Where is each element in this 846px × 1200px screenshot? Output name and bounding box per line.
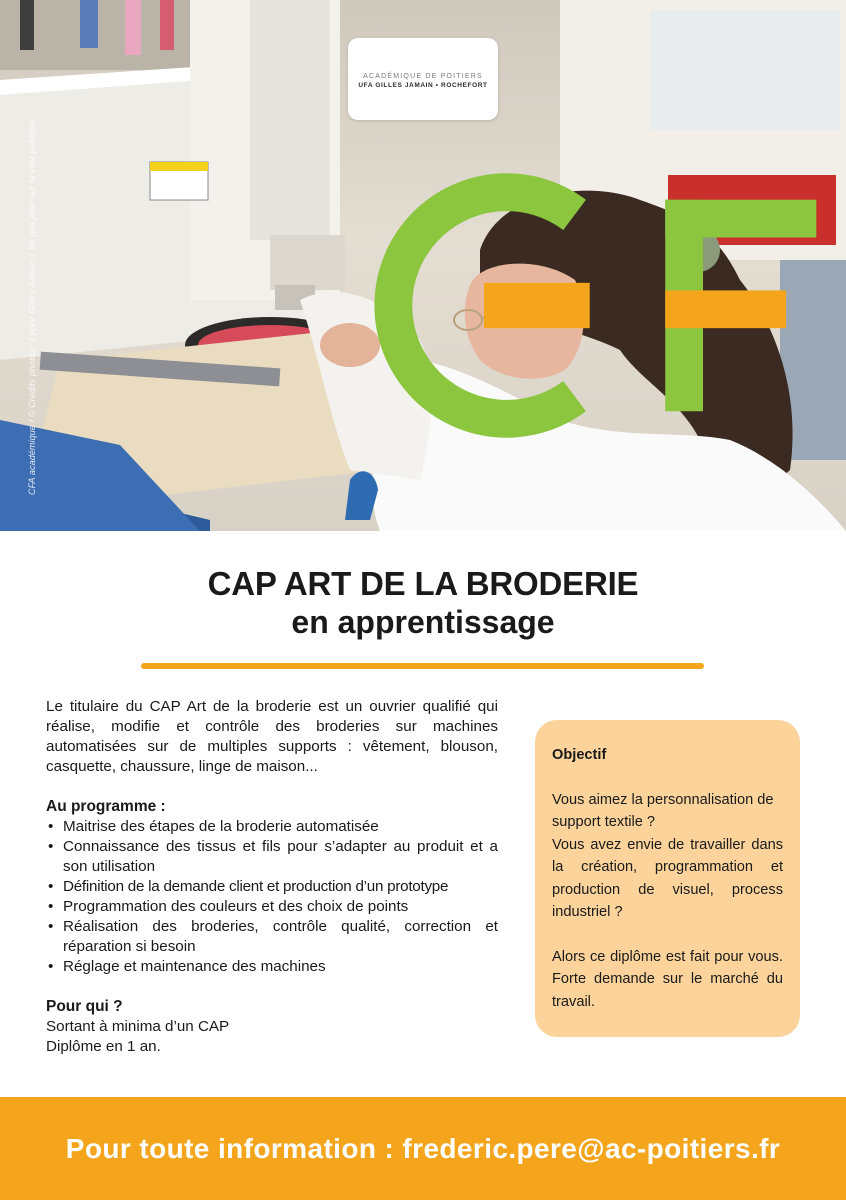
pour-qui-line: Diplôme en 1 an. (46, 1038, 161, 1055)
page-title: CAP ART DE LA BRODERIE (207, 565, 639, 602)
programme-item: • Définition de la demande client et production d’un prototype (46, 877, 498, 897)
programme-item: • Programmation des couleurs et des choix de points (46, 897, 498, 917)
programme-list (46, 817, 498, 977)
objectif-paragraph-3: Alors ce diplôme est fait pour vous. Forte demande sur le marché du travail. (552, 948, 783, 1010)
cfa-logo (348, 38, 498, 120)
programme-item: • Réglage et maintenance des machines (46, 957, 498, 977)
page-subtitle: en apprentissage (291, 604, 555, 640)
programme-item: • Connaissance des tissus et fils pour s’adapter au produit et a son utilisation (46, 837, 498, 877)
cfa-logo-mark-icon (348, 40, 846, 531)
logo-academy-text: ACADÉMIQUE DE POITIERS (363, 73, 483, 80)
programme-item: • Réalisation des broderies, contrôle qualité, correction et réparation si besoin (46, 917, 498, 957)
objectif-paragraph-2: Vous avez envie de travailler dans la création, programmation et production de visuel, process industriel ? (552, 836, 783, 920)
logo-ufa-text: UFA GILLES JAMAIN • ROCHEFORT (358, 82, 488, 89)
objectif-box (535, 720, 800, 1037)
pour-qui-title: Pour qui ? (46, 998, 123, 1015)
paragraph-spacer (552, 924, 783, 946)
programme-title: Au programme : (46, 798, 166, 815)
title-divider (141, 663, 704, 669)
photo-credit: CFA académique / © Crédits photos : Lycée Gilles Jamain / Ne pas jeter sur la voie publique (27, 118, 37, 495)
programme-item: • Maitrise des étapes de la broderie automatisée (46, 817, 498, 837)
intro-paragraph: Le titulaire du CAP Art de la broderie est un ouvrier qualifié qui réalise, modifie et contrôle des broderies sur machines automatisées sur de multiples supports : vêtement, blouson, casquette, chaussure, linge de maison... (46, 698, 498, 775)
pour-qui-line: Sortant à minima d’un CAP (46, 1018, 230, 1035)
footer-banner (0, 1097, 846, 1200)
hero-photo (0, 0, 846, 531)
objectif-title: Objectif (552, 747, 607, 763)
objectif-paragraph-1: Vous aimez la personnalisation de support textile ? (552, 791, 774, 830)
left-column (46, 697, 498, 1057)
contact-info: Pour toute information : frederic.pere@ac-poitiers.fr (65, 1132, 781, 1164)
